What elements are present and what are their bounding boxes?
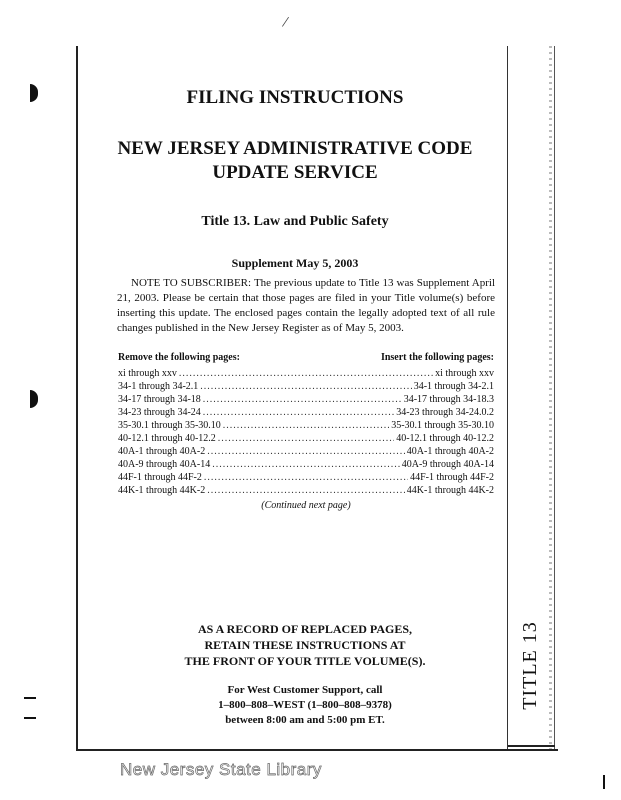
leader-dots <box>203 393 402 406</box>
record-instructions <box>140 621 470 669</box>
code-title <box>85 137 505 185</box>
leader-dots <box>223 419 389 432</box>
insert-pages: 40A-1 through 40A-2 <box>406 446 494 457</box>
remove-pages: 40A-9 through 40A-14 <box>118 459 211 470</box>
table-row <box>118 484 494 497</box>
library-stamp: New Jersey State Library <box>120 760 322 779</box>
insert-pages: 44F-1 through 44F-2 <box>410 472 494 483</box>
code-title-line: UPDATE SERVICE <box>212 162 378 183</box>
subscriber-note-text: NOTE TO SUBSCRIBER: The previous update to Title 13 was Supplement April 21, 2003. Please be certain that those pages are filed in your Title volume(s) before inserting this update. The enclosed pages contain the legally adopted text of all rule changes published in the New Jersey Register as of May 5, 2003. <box>117 277 495 334</box>
margin-mark <box>24 697 36 699</box>
leader-dots <box>203 406 394 419</box>
subscriber-note <box>117 276 495 336</box>
title-heading: Title 13. Law and Public Safety <box>201 214 389 229</box>
insert-pages: 44K-1 through 44K-2 <box>406 485 494 496</box>
tab-divider <box>554 46 555 749</box>
table-row <box>118 445 494 458</box>
insert-pages: xi through xxv <box>435 368 494 379</box>
insert-pages: 35-30.1 through 35-30.10 <box>391 420 494 431</box>
remove-pages: 34-1 through 34-2.1 <box>118 381 199 392</box>
tab-edge <box>549 46 552 749</box>
table-row <box>118 367 494 380</box>
punch-hole-top <box>30 84 38 102</box>
insert-pages: 34-17 through 34-18.3 <box>403 394 494 405</box>
support-line: 1–800–808–WEST (1–800–808–9378) <box>218 699 392 711</box>
insert-pages: 34-23 through 34-24.0.2 <box>396 407 494 418</box>
margin-mark <box>24 717 36 719</box>
leader-dots <box>204 471 408 484</box>
insert-pages: 34-1 through 34-2.1 <box>413 381 494 392</box>
leader-dots <box>207 445 405 458</box>
tab-bottom-rule <box>508 745 555 747</box>
record-line: THE FRONT OF YOUR TITLE VOLUME(S). <box>184 654 426 668</box>
page-title: FILING INSTRUCTIONS <box>186 87 404 108</box>
table-header <box>118 352 494 363</box>
record-line: AS A RECORD OF REPLACED PAGES, <box>197 622 413 636</box>
support-line: between 8:00 am and 5:00 pm ET. <box>225 714 385 726</box>
punch-hole-middle <box>30 390 38 408</box>
record-line: RETAIN THESE INSTRUCTIONS AT <box>204 638 406 652</box>
remove-pages: 44F-1 through 44F-2 <box>118 472 202 483</box>
table-row <box>118 406 494 419</box>
tab-divider <box>507 46 508 749</box>
leader-dots <box>179 367 433 380</box>
leader-dots <box>207 484 405 497</box>
leader-dots <box>212 458 400 471</box>
leader-dots <box>200 380 411 393</box>
customer-support <box>140 683 470 728</box>
table-row <box>118 458 494 471</box>
table-row <box>118 419 494 432</box>
support-line: For West Customer Support, call <box>227 684 383 696</box>
table-row <box>118 380 494 393</box>
title-tab-label: TITLE 13 <box>518 620 541 710</box>
page-table <box>118 367 494 497</box>
margin-mark <box>603 775 605 789</box>
table-row <box>118 471 494 484</box>
continued-note: (Continued next page) <box>261 500 351 511</box>
code-title-line: NEW JERSEY ADMINISTRATIVE CODE <box>117 138 473 159</box>
insert-pages: 40A-9 through 40A-14 <box>401 459 494 470</box>
insert-pages: 40-12.1 through 40-12.2 <box>396 433 494 444</box>
pencil-mark: / <box>281 13 290 32</box>
insert-column-header: Insert the following pages: <box>380 352 494 363</box>
table-row <box>118 393 494 406</box>
remove-pages: xi through xxv <box>118 368 177 379</box>
remove-pages: 35-30.1 through 35-30.10 <box>118 420 221 431</box>
remove-pages: 44K-1 through 44K-2 <box>118 485 206 496</box>
leader-dots <box>218 432 394 445</box>
remove-pages: 40A-1 through 40A-2 <box>118 446 206 457</box>
supplement-date: Supplement May 5, 2003 <box>231 256 359 270</box>
remove-pages: 34-23 through 34-24 <box>118 407 201 418</box>
title-tab <box>512 610 548 720</box>
remove-pages: 40-12.1 through 40-12.2 <box>118 433 216 444</box>
remove-column-header: Remove the following pages: <box>118 352 240 363</box>
remove-pages: 34-17 through 34-18 <box>118 394 201 405</box>
table-row <box>118 432 494 445</box>
